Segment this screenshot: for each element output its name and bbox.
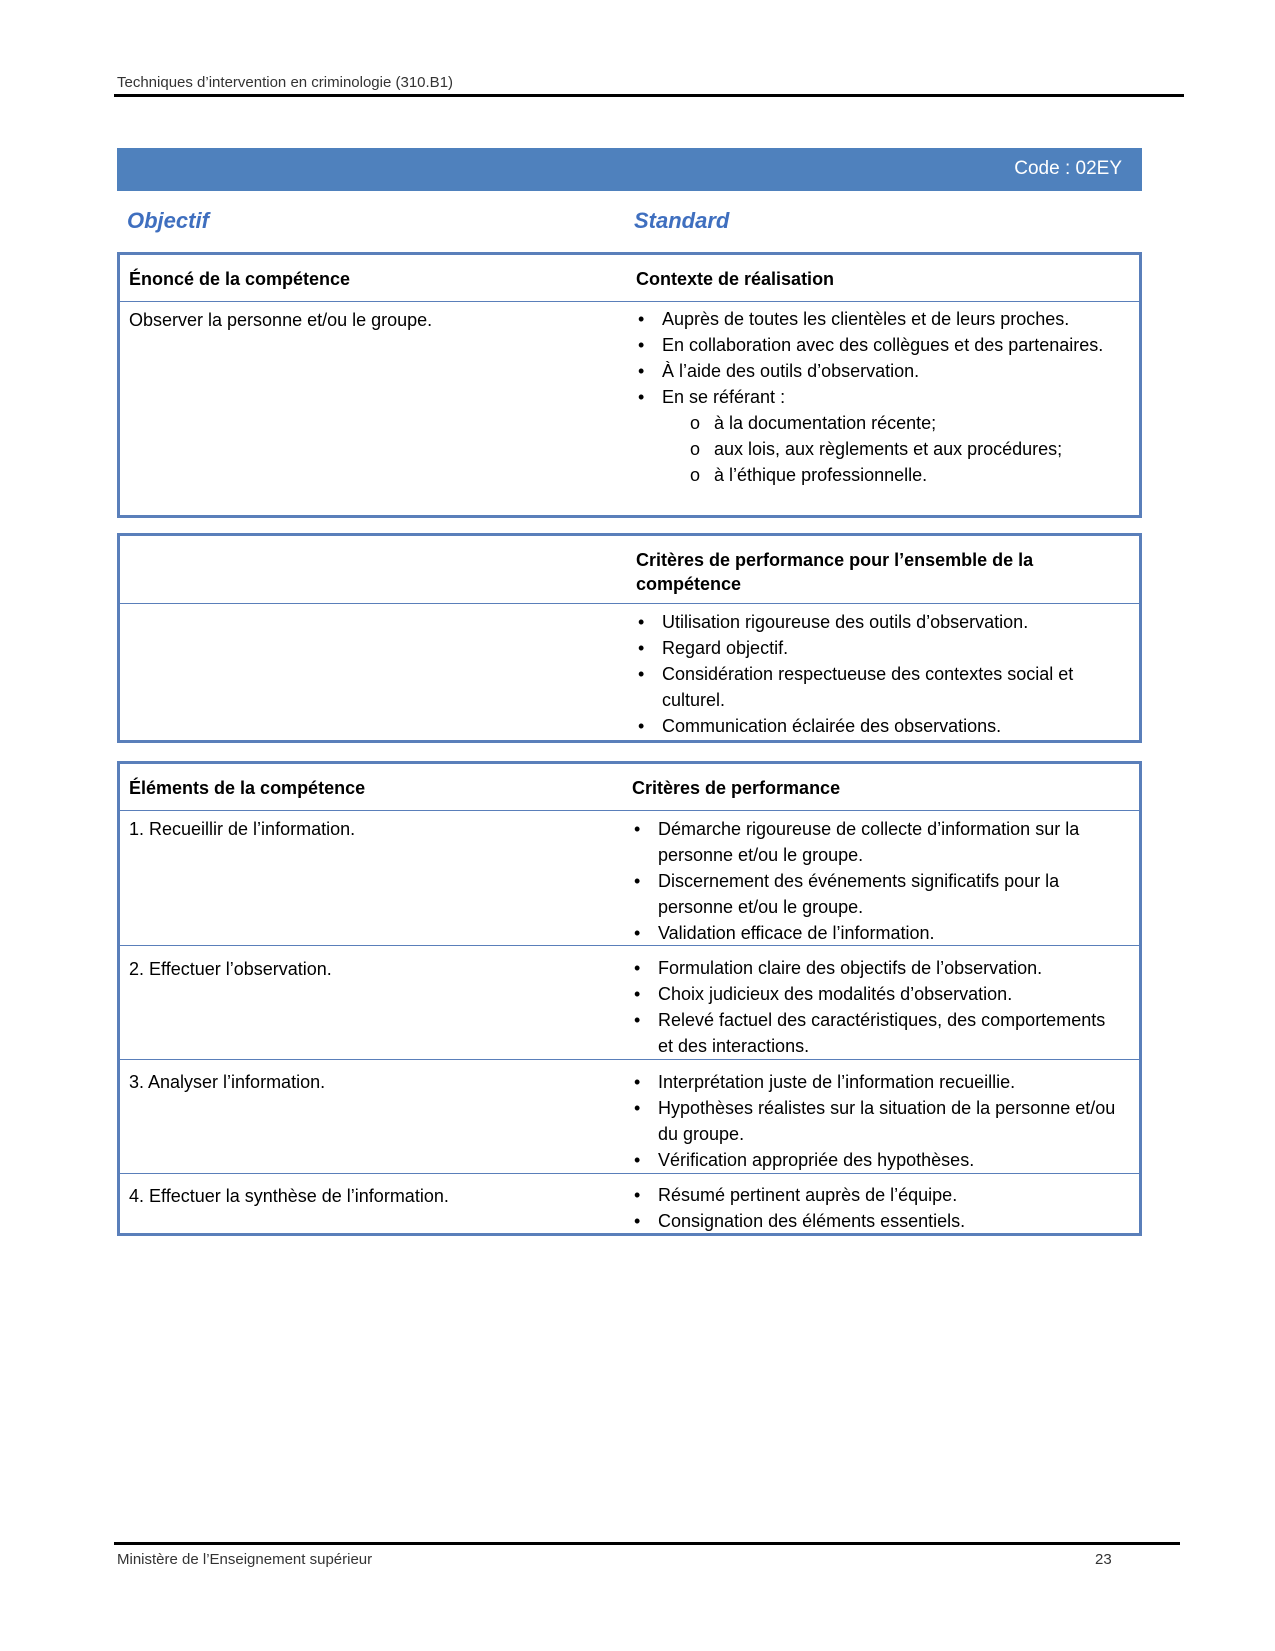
standard-title: Standard bbox=[634, 208, 730, 233]
elements-header: Éléments de la compétence bbox=[129, 778, 366, 798]
list-item: o aux lois, aux règlements et aux procédures; bbox=[690, 439, 1063, 459]
criteria-list-4 bbox=[632, 1182, 1119, 1234]
competency-table bbox=[117, 252, 1142, 518]
list-item: • Validation efficace de l’information. bbox=[634, 923, 935, 943]
criteria-list-1 bbox=[632, 816, 1119, 946]
page-number: 23 bbox=[1095, 1551, 1112, 1568]
table-divider bbox=[120, 945, 1139, 946]
list-item: • En se référant : o à la documentation récente; o aux lois, aux règlements et aux procédures; o à l’éthique professionnelle. bbox=[636, 384, 1116, 488]
reference-sublist bbox=[662, 410, 1116, 488]
element-4: 4. Effectuer la synthèse de l’information. bbox=[129, 1186, 449, 1206]
code-band bbox=[117, 148, 1142, 191]
overall-criteria-table bbox=[117, 533, 1142, 743]
list-item: • À l’aide des outils d’observation. bbox=[638, 361, 920, 381]
list-item: • Utilisation rigoureuse des outils d’observation. bbox=[638, 612, 1029, 632]
list-item: • Consignation des éléments essentiels. bbox=[634, 1211, 966, 1231]
footer-rule bbox=[114, 1542, 1180, 1545]
list-item: • Vérification appropriée des hypothèses. bbox=[634, 1150, 975, 1170]
list-item: • Regard objectif. bbox=[638, 638, 789, 658]
objectif-title: Objectif bbox=[127, 208, 209, 233]
list-item: • Démarche rigoureuse de collecte d’information sur la personne et/ou le groupe. bbox=[634, 819, 1080, 865]
list-item: • Choix judicieux des modalités d’observation. bbox=[634, 984, 1013, 1004]
list-item: o à l’éthique professionnelle. bbox=[690, 465, 928, 485]
list-item: • Discernement des événements significatifs pour la personne et/ou le groupe. bbox=[634, 871, 1060, 917]
context-header: Contexte de réalisation bbox=[636, 269, 835, 289]
criteria-list-2 bbox=[632, 955, 1119, 1059]
list-item: • Considération respectueuse des contextes social et culturel. bbox=[638, 664, 1074, 710]
list-item: o à la documentation récente; bbox=[690, 413, 937, 433]
list-item: • Résumé pertinent auprès de l’équipe. bbox=[634, 1185, 958, 1205]
elements-table bbox=[117, 761, 1142, 1236]
element-1: 1. Recueillir de l’information. bbox=[129, 819, 356, 839]
competency-statement-header: Énoncé de la compétence bbox=[129, 269, 351, 289]
list-item: • Interprétation juste de l’information recueillie. bbox=[634, 1072, 1016, 1092]
table-divider bbox=[120, 1173, 1139, 1174]
table-divider bbox=[120, 1059, 1139, 1060]
list-item: • Auprès de toutes les clientèles et de leurs proches. bbox=[638, 309, 1070, 329]
list-item: • Formulation claire des objectifs de l’observation. bbox=[634, 958, 1043, 978]
list-item: • Hypothèses réalistes sur la situation de la personne et/ou du groupe. bbox=[634, 1098, 1116, 1144]
overall-criteria-header: Critères de performance pour l’ensemble de la compétence bbox=[636, 550, 1034, 594]
element-3: 3. Analyser l’information. bbox=[129, 1072, 326, 1092]
performance-criteria-header: Critères de performance bbox=[632, 778, 841, 798]
list-item: • Communication éclairée des observations. bbox=[638, 716, 1002, 736]
context-list bbox=[636, 306, 1116, 488]
table-divider bbox=[120, 603, 1139, 604]
element-2: 2. Effectuer l’observation. bbox=[129, 959, 332, 979]
table-divider bbox=[120, 810, 1139, 811]
header-rule bbox=[114, 94, 1184, 97]
footer-ministry: Ministère de l’Enseignement supérieur bbox=[117, 1551, 373, 1568]
competency-statement: Observer la personne et/ou le groupe. bbox=[129, 310, 433, 330]
criteria-list-3 bbox=[632, 1069, 1119, 1173]
competency-code: Code : 02EY bbox=[1014, 158, 1122, 179]
table-divider bbox=[120, 301, 1139, 302]
list-item: • En collaboration avec des collègues et des partenaires. bbox=[638, 335, 1104, 355]
running-header: Techniques d’intervention en criminologie (310.B1) bbox=[117, 74, 454, 91]
overall-criteria-list bbox=[636, 609, 1116, 739]
list-item: • Relevé factuel des caractéristiques, des comportements et des interactions. bbox=[634, 1010, 1106, 1056]
